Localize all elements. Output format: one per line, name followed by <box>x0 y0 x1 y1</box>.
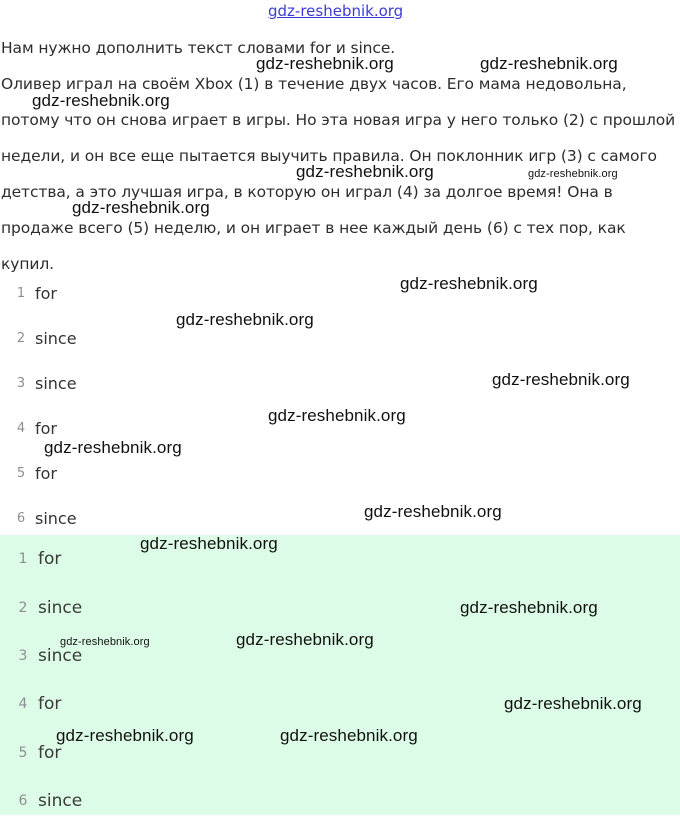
answer-value: for <box>35 464 57 483</box>
answer-number: 1 <box>16 286 26 301</box>
answer-value: since <box>35 374 77 393</box>
answer-number: 5 <box>18 744 28 761</box>
answer-value: since <box>35 509 77 528</box>
answer-number: 5 <box>16 466 26 481</box>
watermark: gdz-reshebnik.org <box>176 310 314 329</box>
watermark: gdz-reshebnik.org <box>364 502 502 521</box>
watermark: gdz-reshebnik.org <box>256 54 394 73</box>
answer-value: for <box>38 694 62 715</box>
watermark: gdz-reshebnik.org <box>400 274 538 293</box>
answer-number: 4 <box>16 421 26 436</box>
answer-value: for <box>38 742 62 763</box>
answer-row <box>0 777 680 825</box>
watermark: gdz-reshebnik.org <box>528 168 618 180</box>
watermark: gdz-reshebnik.org <box>460 598 598 617</box>
watermark: gdz-reshebnik.org <box>480 54 618 73</box>
answer-list-checked <box>0 535 680 815</box>
watermark: gdz-reshebnik.org <box>32 91 170 110</box>
watermark: gdz-reshebnik.org <box>268 406 406 425</box>
watermark: gdz-reshebnik.org <box>236 630 374 649</box>
answer-number: 6 <box>18 793 28 810</box>
task-paragraph: Оливер играл на своём Xbox (1) в течение двух часов. Его мама недовольна, потому что он снова играет в игры. Но эта новая игра у него только (2) с прошлой недели, и он все еще пытается выучить правила. Он поклонник игр (3) с самого детства, а это лучшая игра, в которую он играл (4) за долгое время! Она в продаже всего (5) неделю, и он играет в нее каждый день (6) с тех пор, как купил. <box>1 75 676 273</box>
site-link[interactable]: gdz-reshebnik.org <box>268 2 404 20</box>
answer-number: 2 <box>16 331 26 346</box>
watermark: gdz-reshebnik.org <box>140 534 278 553</box>
answer-number: 2 <box>18 599 28 616</box>
answer-row <box>0 535 680 583</box>
answer-number: 3 <box>16 376 26 391</box>
answer-value: since <box>38 791 83 812</box>
answer-number: 6 <box>16 511 26 526</box>
answer-number: 3 <box>18 647 28 664</box>
answer-number: 1 <box>18 551 28 568</box>
answer-value: for <box>38 549 62 570</box>
watermark: gdz-reshebnik.org <box>492 370 630 389</box>
watermark: gdz-reshebnik.org <box>72 198 210 217</box>
watermark: gdz-reshebnik.org <box>504 694 642 713</box>
answer-value: since <box>38 645 83 666</box>
answer-row <box>0 271 680 316</box>
watermark: gdz-reshebnik.org <box>44 438 182 457</box>
watermark: gdz-reshebnik.org <box>296 162 434 181</box>
answer-value: for <box>35 419 57 438</box>
watermark: gdz-reshebnik.org <box>280 726 418 745</box>
answer-number: 4 <box>18 696 28 713</box>
task-intro: Нам нужно дополнить текст словами for и since. <box>1 39 396 57</box>
answer-value: for <box>35 284 57 303</box>
answer-row <box>0 316 680 361</box>
answer-value: since <box>38 597 83 618</box>
watermark: gdz-reshebnik.org <box>56 726 194 745</box>
answer-value: since <box>35 329 77 348</box>
watermark: gdz-reshebnik.org <box>60 636 150 648</box>
